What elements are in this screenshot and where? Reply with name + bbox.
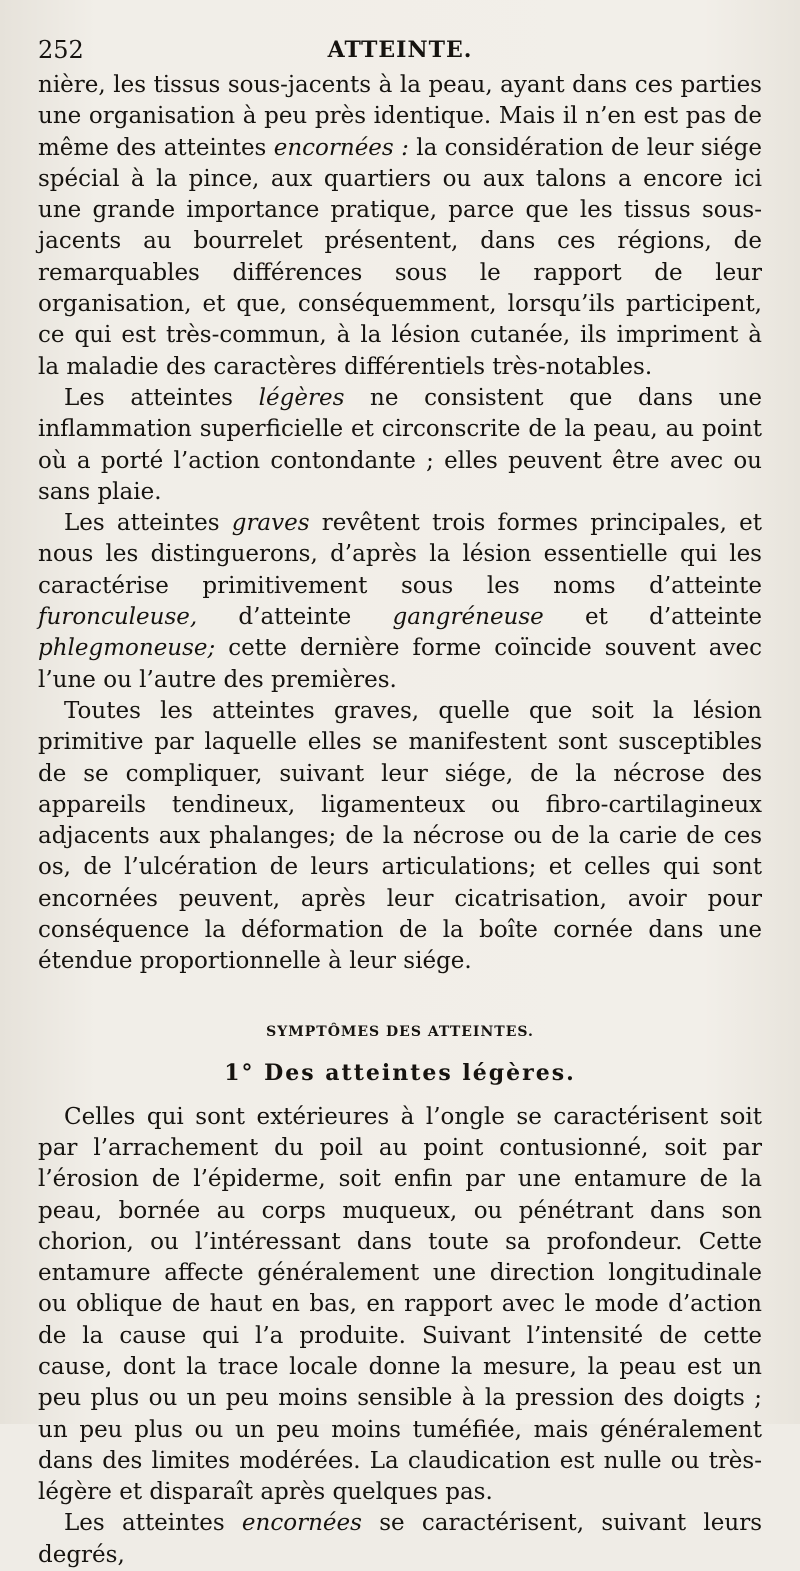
subsection-title: 1° Des atteintes légères.: [224, 1059, 576, 1086]
section-title: SYMPTÔMES DES ATTEINTES.: [266, 1023, 534, 1040]
paragraph-3: Les atteintes graves revêtent trois formes principales, et nous les distinguerons, d’après la lésion essentielle qui les caractérise primitivement sous les noms d’atteinte furonculeuse, d’atteinte gangréneuse et d’atteinte phlegmoneuse; cette dernière forme coïncide souvent avec l’une ou l’autre des premières.: [38, 510, 762, 693]
running-head: ATTEINTE.: [327, 37, 473, 63]
body-text: [38, 70, 762, 978]
paragraph-4: Toutes les atteintes graves, quelle que soit la lésion primitive par laquelle elles se manifestent sont susceptibles de se compliquer, suivant leur siége, de la nécrose des appareils tendineux, ligamenteux ou fibro-cartilagineux adjacents aux phalanges; de la nécrose ou de la carie de ces os, de l’ulcération de leurs articulations; et celles qui sont encornées peuvent, après leur cicatrisation, avoir pour conséquence la déformation de la boîte cornée dans une étendue proportionnelle à leur siége.: [38, 697, 762, 975]
paragraph-5: Celles qui sont extérieures à l’ongle se caractérisent soit par l’arrachement du poil au point contusionné, soit par l’érosion de l’épiderme, soit enfin par une entamure de la peau, bornée au corps muqueux, ou pénétrant dans son chorion, ou l’intéressant dans toute sa profondeur. Cette entamure affecte généralement une direction longitudinale ou oblique de haut en bas, en rapport avec le mode d’action de la cause qui l’a produite. Suivant l’intensité de cette cause, dont la trace locale donne la mesure, la peau est un peu plus ou un peu moins sensible à la pression des doigts ; un peu plus ou un peu moins tuméfiée, mais généralement dans des limites modérées. La claudication est nulle ou très-légère et disparaît après quelques pas.: [38, 1103, 762, 1506]
page-header: [38, 30, 762, 70]
paragraph-6: Les atteintes encornées se caractérisent, suivant leurs degrés,: [38, 1510, 762, 1568]
paragraph-1: nière, les tissus sous-jacents à la peau, ayant dans ces parties une organisation à peu près identique. Mais il n’en est pas de même des atteintes encornées : la considération de leur siége spécial à la pince, aux quartiers ou aux talons a encore ici une grande importance pratique, parce que les tissus sous-jacents au bourrelet présentent, dans ces régions, de remarquables différences sous le rapport de leur organisation, et que, conséquemment, lorsqu’ils participent, ce qui est très-commun, à la lésion cutanée, ils impriment à la maladie des caractères différentiels très-notables.: [38, 72, 762, 380]
page-number: 252: [38, 36, 84, 64]
paragraph-2: Les atteintes légères ne consistent que dans une inflammation superficielle et circonscrite de la peau, au point où a porté l’action contondante ; elles peuvent être avec ou sans plaie.: [38, 384, 762, 505]
section-body: [38, 1102, 762, 1571]
